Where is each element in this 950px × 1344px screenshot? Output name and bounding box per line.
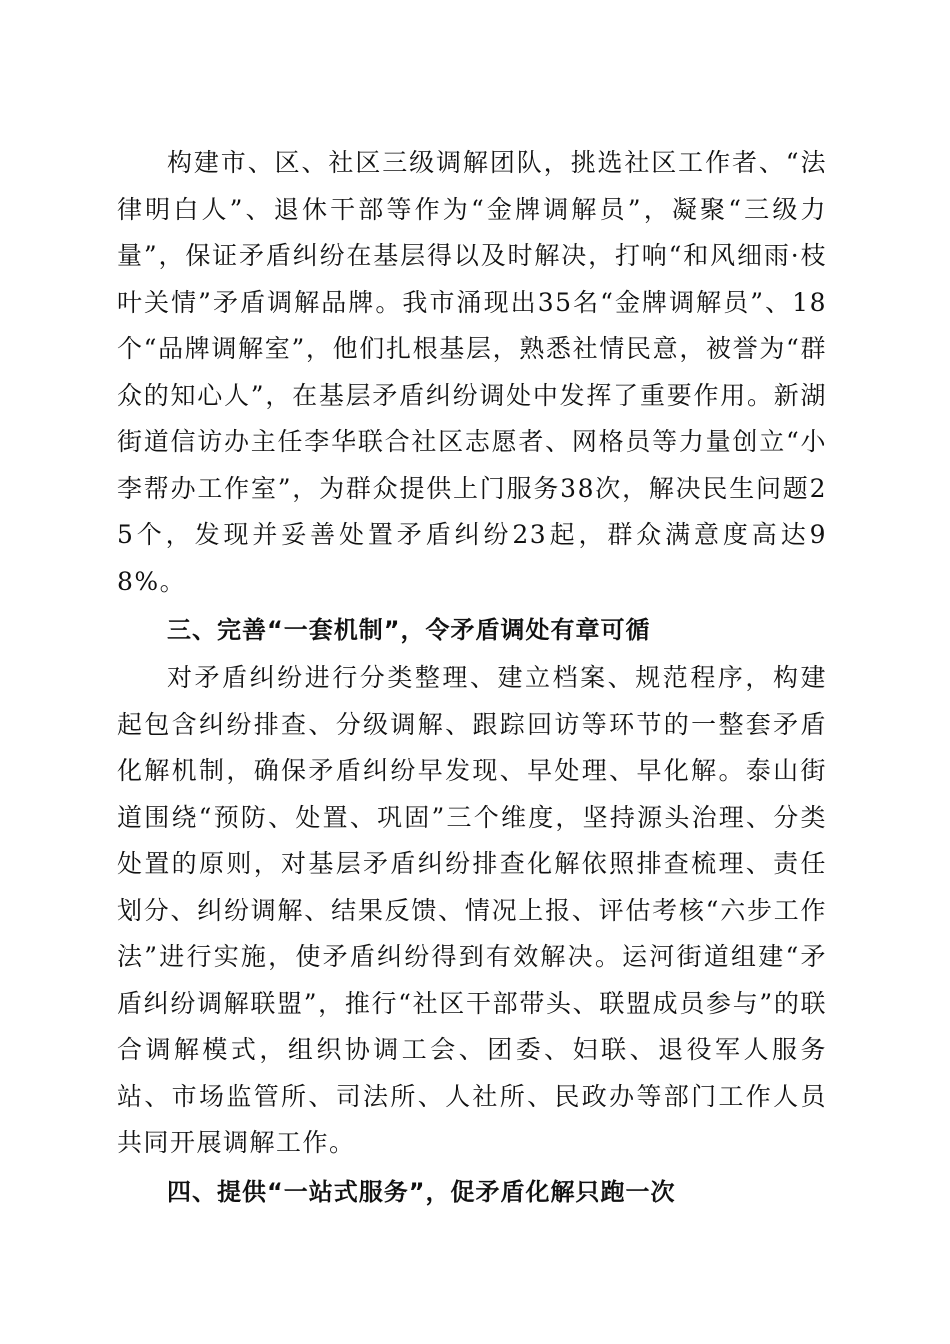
body-paragraph-mediator-teams: 构建市、区、社区三级调解团队，挑选社区工作者、“法律明白人”、退休干部等作为“金牌调解员”，凝聚“三级力量”，保证矛盾纠纷在基层得以及时解决，打响“和风细雨·枝叶关情”矛盾调解品牌。我市涌现出35名“金牌调解员”、18个“品牌调解室”，他们扎根基层，熟悉社情民意，被誉为“群众的知心人”，在基层矛盾纠纷调处中发挥了重要作用。新湖街道信访办主任李华联合社区志愿者、网格员等力量创立“小李帮办工作室”，为群众提供上门服务38次，解决民生问题25个，发现并妥善处置矛盾纠纷23起，群众满意度高达98%。	[117, 148, 827, 596]
document-body	[117, 140, 827, 1217]
section-heading-4: 四、提供“一站式服务”，促矛盾化解只跑一次	[167, 1177, 676, 1206]
section-heading-3: 三、完善“一套机制”，令矛盾调处有章可循	[167, 616, 651, 644]
body-paragraph-mechanism: 对矛盾纠纷进行分类整理、建立档案、规范程序，构建起包含纠纷排查、分级调解、跟踪回访等环节的一整套矛盾化解机制，确保矛盾纠纷早发现、早处理、早化解。泰山街道围绕“预防、处置、巩固”三个维度，坚持源头治理、分类处置的原则，对基层矛盾纠纷排查化解依照排查梳理、责任划分、纠纷调解、结果反馈、情况上报、评估考核“六步工作法”进行实施，使矛盾纠纷得到有效解决。运河街道组建“矛盾纠纷调解联盟”，推行“社区干部带头、联盟成员参与”的联合调解模式，组织协调工会、团委、妇联、退役军人服务站、市场监管所、司法所、人社所、民政办等部门工作人员共同开展调解工作。	[117, 663, 827, 1157]
